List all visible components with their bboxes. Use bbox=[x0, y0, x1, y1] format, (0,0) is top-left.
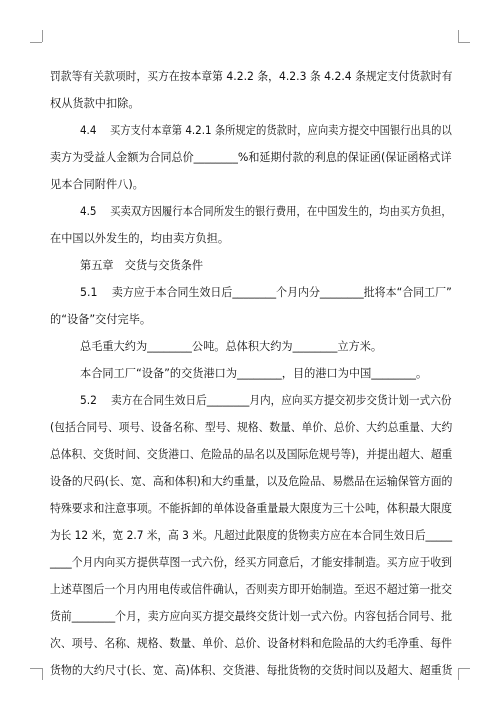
text-line: 特殊要求和注意事项。不能拆卸的单体设备重量最大限度为三十公吨，体积最大限度 bbox=[50, 502, 452, 515]
crop-mark-top-right-h bbox=[458, 42, 470, 43]
text-line: 货前________个月，卖方应向买方提交最终交货计划一式六份。内容包括合同号、批 bbox=[50, 610, 452, 623]
crop-mark-bottom-right-v bbox=[458, 668, 459, 680]
text-line: 的“设备”交付完毕。 bbox=[50, 313, 152, 326]
text-line: 本合同工厂“设备”的交货港口为________，目的港口为中国________。 bbox=[80, 367, 428, 380]
text-line: 权从货款中扣除。 bbox=[50, 97, 140, 110]
text-line: 设备的尺码(长、宽、高和体积)和大约重量，以及危险品、易燃品在运输保管方面的 bbox=[50, 475, 453, 488]
crop-mark-top-left-v bbox=[42, 30, 43, 42]
text-line: 次、项号、名称、规格、数量、单价、总价、设备材料和危险品的大约毛净重、每件 bbox=[50, 637, 452, 650]
crop-mark-bottom-left-h bbox=[30, 668, 42, 669]
text-line: 4.4 买方支付本章第 4.2.1 条所规定的货款时，应向卖方提交中国银行出具的以 bbox=[80, 124, 452, 137]
text-line: 总体积、交货时间、交货港口、危险品的品名以及国际危规号等)，并提出超大、超重 bbox=[50, 448, 453, 461]
crop-mark-top-right-v bbox=[458, 30, 459, 42]
text-line: (包括合同号、项号、设备名称、型号、规格、数量、单价、总价、大约总重量、大约 bbox=[50, 421, 453, 434]
text-line: 为长 12 米，宽 2.7 米，高 3 米。凡超过此限度的货物卖方应在本合同生效日后_____ bbox=[50, 529, 453, 542]
text-line: 见本合同附件八)。 bbox=[50, 178, 144, 191]
text-line: 5.1 卖方应于本合同生效日后________个月内分________批将本“合同工厂” bbox=[80, 286, 452, 299]
crop-mark-bottom-right-h bbox=[458, 668, 470, 669]
chapter-heading: 第五章 交货与交货条件 bbox=[80, 259, 204, 272]
crop-mark-bottom-left-v bbox=[42, 668, 43, 680]
text-line: 卖方为受益人金额为合同总价________%和延期付款的利息的保证函(保证函格式详 bbox=[50, 151, 452, 164]
text-line: 罚款等有关款项时，买方在按本章第 4.2.2 条，4.2.3 条 4.2.4 条规定支付货款时有 bbox=[50, 70, 453, 83]
crop-mark-top-left-h bbox=[30, 42, 42, 43]
text-line: ____个月内向买方提供草图一式六份，经买方同意后，才能安排制造。买方应于收到 bbox=[50, 556, 452, 569]
text-line: 5.2 卖方在合同生效日后________月内，应向买方提交初步交货计划一式六份 bbox=[80, 394, 452, 407]
text-line: 总毛重大约为________公吨。总体积大约为________立方米。 bbox=[80, 340, 383, 353]
text-line: 4.5 买卖双方因履行本合同所发生的银行费用，在中国发生的，均由买方负担， bbox=[80, 205, 452, 218]
text-line: 货物的大约尺寸(长、宽、高)体积、交货港、每批货物的交货时间以及超大、超重货 bbox=[50, 664, 453, 677]
text-line: 上述草图后一个月内用电传或信件确认，否则卖方即开始制造。至迟不超过第一批交 bbox=[50, 583, 452, 596]
text-line: 在中国以外发生的，均由卖方负担。 bbox=[50, 232, 230, 245]
